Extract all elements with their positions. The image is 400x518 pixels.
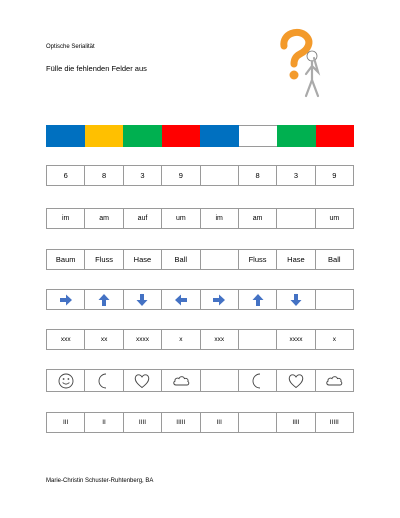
x-sequence-row	[46, 329, 354, 350]
arrow-down-icon	[289, 293, 303, 307]
symbol-cell	[47, 370, 85, 391]
empty-answer-cell[interactable]	[239, 330, 277, 349]
arrow-down-icon	[135, 293, 149, 307]
heart-icon	[133, 372, 151, 390]
arrow-cell	[162, 290, 200, 309]
arrow-right-icon	[59, 293, 73, 307]
x-cell: xxxx	[277, 330, 315, 349]
question-mark-thinking-person-icon	[276, 28, 332, 100]
word-cell: auf	[124, 209, 162, 228]
word-cell: am	[85, 209, 123, 228]
document-footer: Marie-Christin Schuster-Ruhtenberg, BA	[46, 478, 154, 484]
color-cell	[316, 125, 355, 147]
x-cell: xxx	[47, 330, 85, 349]
tally-sequence-row	[46, 412, 354, 433]
word-cell: im	[201, 209, 239, 228]
number-cell: 9	[162, 166, 200, 185]
noun-cell: Hase	[277, 250, 315, 269]
color-sequence-row	[46, 125, 354, 147]
number-cell: 8	[239, 166, 277, 185]
color-cell	[85, 125, 124, 147]
tally-cell: III	[201, 413, 239, 432]
x-cell: xxxx	[124, 330, 162, 349]
empty-answer-cell[interactable]	[277, 209, 315, 228]
noun-cell: Ball	[162, 250, 200, 269]
noun-cell: Fluss	[239, 250, 277, 269]
document-instruction: Fülle die fehlenden Felder aus	[46, 64, 147, 73]
noun-cell: Ball	[328, 255, 341, 264]
arrow-cell	[239, 290, 277, 309]
moon-icon	[95, 372, 113, 390]
tally-cell: IIII	[124, 413, 162, 432]
color-cell	[162, 125, 201, 147]
number-cell: 3	[124, 166, 162, 185]
symbol-cell	[162, 370, 200, 391]
heart-icon	[287, 372, 305, 390]
color-cell	[277, 125, 316, 147]
x-cell: x	[332, 336, 336, 343]
empty-answer-cell[interactable]	[201, 166, 239, 185]
symbol-cell	[316, 370, 353, 391]
number-cell: 3	[277, 166, 315, 185]
symbol-cell	[239, 370, 277, 391]
number-cell: 9	[332, 171, 337, 180]
tally-cell: IIIII	[329, 419, 339, 426]
x-cell: x	[162, 330, 200, 349]
arrow-cell	[47, 290, 85, 309]
number-cell: 6	[47, 166, 85, 185]
number-cell: 8	[85, 166, 123, 185]
x-cell: xxx	[201, 330, 239, 349]
number-sequence-row	[46, 165, 354, 186]
arrow-up-icon	[251, 293, 265, 307]
arrow-cell	[85, 290, 123, 309]
empty-answer-cell[interactable]	[316, 290, 353, 309]
document-subtitle: Optische Serialität	[46, 44, 95, 50]
cloud-icon	[172, 372, 190, 390]
symbol-cell	[124, 370, 162, 391]
empty-answer-cell[interactable]	[201, 370, 239, 391]
symbol-cell	[85, 370, 123, 391]
arrow-sequence-row	[46, 289, 354, 310]
arrow-cell	[124, 290, 162, 309]
tally-cell: III	[47, 413, 85, 432]
word-cell: um	[162, 209, 200, 228]
color-cell	[239, 125, 278, 147]
noun-sequence-row	[46, 249, 354, 270]
symbol-cell	[277, 370, 315, 391]
noun-cell: Hase	[124, 250, 162, 269]
cloud-icon	[325, 372, 343, 390]
word-sequence-row	[46, 208, 354, 229]
arrow-right-icon	[212, 293, 226, 307]
arrow-cell	[201, 290, 239, 309]
tally-cell: IIII	[277, 413, 315, 432]
arrow-cell	[277, 290, 315, 309]
color-cell	[200, 125, 239, 147]
noun-cell: Baum	[47, 250, 85, 269]
moon-icon	[249, 372, 267, 390]
word-cell: am	[239, 209, 277, 228]
color-cell	[123, 125, 162, 147]
empty-answer-cell[interactable]	[239, 413, 277, 432]
arrow-left-icon	[174, 293, 188, 307]
tally-cell: II	[85, 413, 123, 432]
symbol-sequence-row	[46, 369, 354, 392]
word-cell: um	[329, 215, 340, 222]
arrow-up-icon	[97, 293, 111, 307]
x-cell: xx	[85, 330, 123, 349]
noun-cell: Fluss	[85, 250, 123, 269]
color-cell	[46, 125, 85, 147]
word-cell: im	[47, 209, 85, 228]
tally-cell: IIIII	[162, 413, 200, 432]
smiley-icon	[57, 372, 75, 390]
empty-answer-cell[interactable]	[201, 250, 239, 269]
